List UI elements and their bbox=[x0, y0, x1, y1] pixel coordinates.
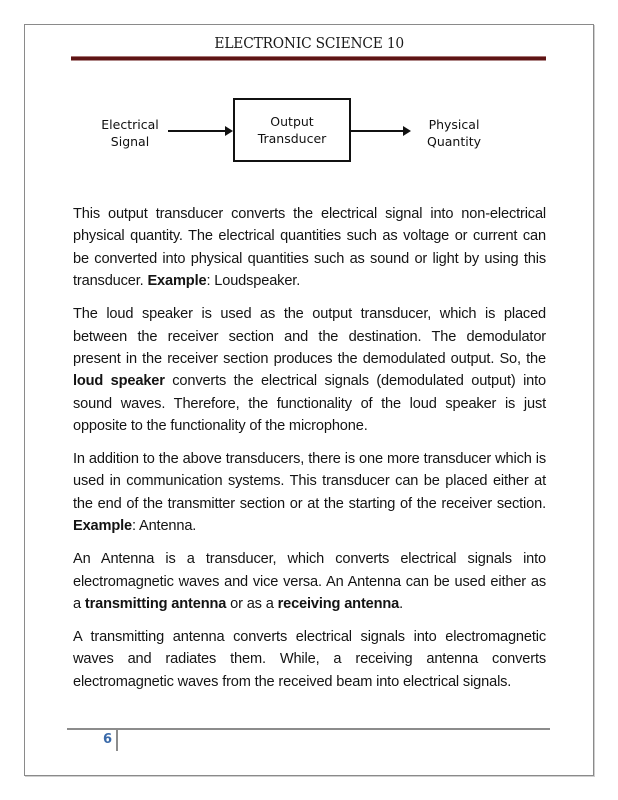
running-header-title: ELECTRONIC SCIENCE 10 bbox=[214, 34, 405, 52]
diagram-block-output-transducer bbox=[233, 98, 351, 162]
diagram-input-label-line: Signal bbox=[110, 134, 150, 149]
body-text bbox=[73, 203, 546, 704]
diagram-block-label-line: Transducer bbox=[257, 131, 327, 146]
paragraph-transmitting-receiving-antenna bbox=[73, 626, 546, 693]
diagram-block-label bbox=[258, 113, 327, 147]
paragraph-output-transducer bbox=[73, 203, 546, 293]
text-segment: A transmitting antenna converts electrical signals into electromagnetic waves and radiates them. While, a receiving antenna converts electromagnetic waves from the received beam into electrical signals. bbox=[73, 628, 546, 690]
bold-term: loud speaker bbox=[73, 373, 165, 390]
text-segment: This output transducer converts the electrical signal into non-electrical physical quantity. The electrical quantities such as voltage or current can be converted into physical quantities such as sound or light by using this transducer. bbox=[73, 206, 546, 290]
paragraph-antenna bbox=[73, 548, 546, 615]
text-segment: or as a bbox=[226, 596, 278, 612]
output-transducer-diagram bbox=[0, 0, 618, 200]
arrow-right-icon bbox=[351, 130, 409, 132]
bold-term: Example bbox=[73, 518, 132, 535]
arrow-right-icon bbox=[168, 130, 231, 132]
paragraph-communication-transducer bbox=[73, 448, 546, 538]
text-segment: An Antenna is a transducer, which converts electrical signals into electromagnetic waves and vice versa. An Antenna can be used either as a bbox=[73, 551, 546, 612]
page-number: 6 bbox=[102, 732, 112, 747]
text-segment: . bbox=[399, 596, 404, 612]
text-segment: : Loudspeaker. bbox=[206, 273, 301, 290]
bold-term: receiving antenna bbox=[277, 596, 400, 612]
paragraph-loud-speaker bbox=[73, 303, 546, 437]
diagram-input-label bbox=[94, 116, 166, 150]
text-segment: : Antenna. bbox=[131, 518, 197, 535]
bold-term: Example bbox=[147, 273, 207, 290]
diagram-output-label bbox=[420, 116, 488, 150]
text-segment: The loud speaker is used as the output transducer, which is placed between the receiver section and the destination. The demodulator present in the receiver section produces the demodulated output. So, the bbox=[73, 306, 546, 367]
text-segment: converts the electrical signals (demodulated output) into sound waves. Therefore, the functionality of the loud speaker is just opposite to the functionality of the microphone. bbox=[73, 373, 546, 435]
bold-term: transmitting antenna bbox=[84, 596, 227, 612]
diagram-input-label-line: Electrical bbox=[101, 117, 159, 132]
diagram-output-label-line: Physical bbox=[428, 117, 480, 132]
footer-divider bbox=[116, 729, 118, 751]
text-segment: In addition to the above transducers, there is one more transducer which is used in communication systems. This transducer can be placed either at the end of the transmitter section or at the starting of the receiver section. bbox=[73, 451, 546, 512]
diagram-block-label-line: Output bbox=[270, 114, 314, 129]
diagram-output-label-line: Quantity bbox=[426, 134, 482, 149]
footer-rule bbox=[67, 728, 550, 730]
